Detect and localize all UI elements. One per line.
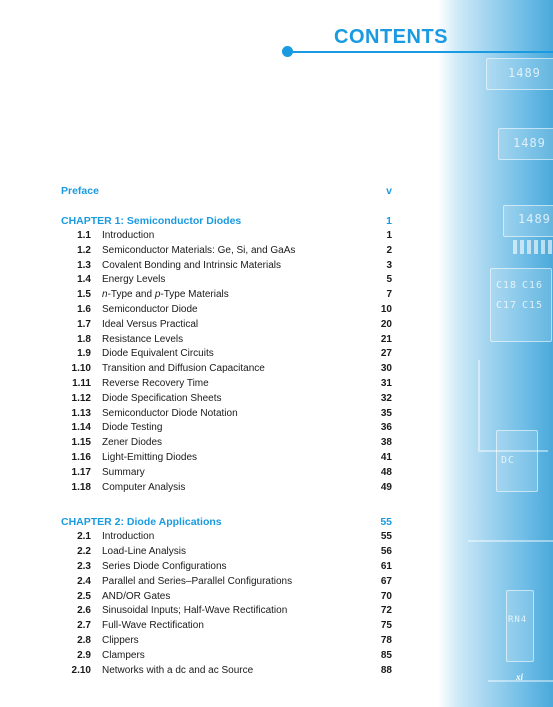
section-number: 1.12 <box>71 392 91 404</box>
toc-entry[interactable] <box>61 451 392 466</box>
section-title: Networks with a dc and ac Source <box>102 664 254 676</box>
section-number: 2.6 <box>77 605 91 617</box>
section-title: Transition and Diffusion Capacitance <box>102 363 265 375</box>
preface-page: v <box>386 185 392 197</box>
section-number: 1.5 <box>77 289 91 301</box>
section-number: 1.9 <box>77 348 91 360</box>
section-page: 38 <box>380 437 392 449</box>
section-title: Clippers <box>102 634 139 646</box>
section-number: 1.14 <box>71 422 91 434</box>
section-number: 2.7 <box>77 620 91 632</box>
toc-entry[interactable] <box>61 421 392 436</box>
toc-entry[interactable] <box>61 604 392 619</box>
section-number: 2.5 <box>77 590 91 602</box>
section-title: n-Type and p-Type Materials <box>102 289 229 301</box>
resistor-network-block <box>506 590 534 662</box>
section-page: 7 <box>386 289 392 301</box>
page-number: xi <box>516 672 524 682</box>
section-page: 88 <box>380 664 392 676</box>
section-number: 2.10 <box>71 664 91 676</box>
section-page: 21 <box>380 333 392 345</box>
toc-entry[interactable] <box>61 288 392 303</box>
chapter-heading[interactable] <box>61 214 392 229</box>
section-page: 27 <box>380 348 392 360</box>
chapter-heading[interactable] <box>61 515 392 530</box>
section-title: Summary <box>102 466 145 478</box>
section-number: 2.9 <box>77 649 91 661</box>
section-number: 2.2 <box>77 546 91 558</box>
section-page: 30 <box>380 363 392 375</box>
section-title: Diode Testing <box>102 422 163 434</box>
page-title: CONTENTS <box>334 26 448 48</box>
toc-entry[interactable] <box>61 259 392 274</box>
section-number: 1.15 <box>71 437 91 449</box>
chapter-title: CHAPTER 1: Semiconductor Diodes <box>61 215 242 227</box>
capacitor-label: C18 <box>496 280 518 291</box>
section-title: Semiconductor Materials: Ge, Si, and GaAs <box>102 244 296 256</box>
toc-entry[interactable] <box>61 377 392 392</box>
title-bullet <box>282 46 293 57</box>
resistor-label: RN4 <box>508 615 528 625</box>
toc-entry[interactable] <box>61 392 392 407</box>
chapter-page: 1 <box>386 215 392 227</box>
toc-entry[interactable] <box>61 229 392 244</box>
toc-entry[interactable] <box>61 590 392 605</box>
section-title: Parallel and Series–Parallel Configurations <box>102 575 293 587</box>
toc-entry[interactable] <box>61 407 392 422</box>
section-page: 31 <box>380 377 392 389</box>
section-number: 2.4 <box>77 575 91 587</box>
section-title: Semiconductor Diode <box>102 303 198 315</box>
toc-entry[interactable] <box>61 619 392 634</box>
section-page: 61 <box>380 560 392 572</box>
chip-label: DC <box>501 455 516 466</box>
section-title: Reverse Recovery Time <box>102 377 209 389</box>
section-number: 1.13 <box>71 407 91 419</box>
capacitor-label: C16 <box>522 280 544 291</box>
section-number: 2.1 <box>77 531 91 543</box>
section-number: 2.3 <box>77 560 91 572</box>
section-title: Covalent Bonding and Intrinsic Materials <box>102 259 281 271</box>
toc-entry[interactable] <box>61 436 392 451</box>
toc-entry[interactable] <box>61 362 392 377</box>
section-page: 35 <box>380 407 392 419</box>
toc-entry[interactable] <box>61 560 392 575</box>
section-number: 1.1 <box>77 230 91 241</box>
toc-entry[interactable] <box>61 634 392 649</box>
section-number: 1.18 <box>71 481 91 493</box>
section-number: 1.11 <box>72 377 91 389</box>
capacitor-label: C15 <box>522 300 544 311</box>
section-number: 1.17 <box>71 466 91 478</box>
section-page: 75 <box>380 620 392 632</box>
toc-entry[interactable] <box>61 481 392 496</box>
section-number: 1.16 <box>71 451 91 463</box>
section-title: Sinusoidal Inputs; Half-Wave Rectification <box>102 605 288 617</box>
toc-entry[interactable] <box>61 303 392 318</box>
trace <box>468 540 553 542</box>
toc-entry[interactable] <box>61 466 392 481</box>
section-page: 5 <box>386 274 392 286</box>
section-title: Load-Line Analysis <box>102 546 186 558</box>
preface-label: Preface <box>61 185 99 197</box>
section-title: Ideal Versus Practical <box>102 318 199 330</box>
section-page: 56 <box>380 546 392 558</box>
section-page: 49 <box>380 481 392 493</box>
section-page: 78 <box>380 634 392 646</box>
section-title: Semiconductor Diode Notation <box>102 407 238 419</box>
section-page: 20 <box>380 318 392 330</box>
section-page: 2 <box>386 244 392 256</box>
section-title: Resistance Levels <box>102 333 184 345</box>
section-title: Light-Emitting Diodes <box>102 451 198 463</box>
section-page: 36 <box>380 422 392 434</box>
section-page: 55 <box>380 531 392 543</box>
toc-entry[interactable] <box>61 318 392 333</box>
toc-entry[interactable] <box>61 347 392 362</box>
preface-entry[interactable] <box>61 184 392 199</box>
section-page: 10 <box>380 303 392 315</box>
chapter-title: CHAPTER 2: Diode Applications <box>61 516 222 529</box>
section-page: 41 <box>380 451 392 463</box>
toc-entry[interactable] <box>61 575 392 590</box>
section-title: Diode Equivalent Circuits <box>102 348 214 360</box>
chip-label: 1489 <box>513 136 546 150</box>
section-title: Zener Diodes <box>102 437 163 449</box>
section-number: 1.10 <box>71 363 91 375</box>
pin-row <box>513 240 553 254</box>
toc-entry[interactable] <box>61 273 392 288</box>
table-of-contents <box>61 184 392 678</box>
toc-entry[interactable] <box>61 664 392 679</box>
section-page: 85 <box>380 649 392 661</box>
section-number: 1.8 <box>77 333 91 345</box>
section-number: 1.4 <box>77 274 91 286</box>
toc-entry[interactable] <box>61 545 392 560</box>
section-title: AND/OR Gates <box>102 590 171 602</box>
section-title: Clampers <box>102 649 145 661</box>
section-page: 32 <box>380 392 392 404</box>
section-number: 1.7 <box>77 318 91 330</box>
chapter-page: 55 <box>380 516 392 529</box>
section-title: Introduction <box>102 531 155 543</box>
section-page: 3 <box>386 259 392 271</box>
toc-entry[interactable] <box>61 530 392 545</box>
section-page: 1 <box>386 230 392 241</box>
circuit-board-decoration <box>438 0 553 707</box>
title-rule <box>289 51 553 53</box>
section-title: Full-Wave Rectification <box>102 620 204 632</box>
section-page: 70 <box>380 590 392 602</box>
capacitor-label: C17 <box>496 300 518 311</box>
toc-entry[interactable] <box>61 244 392 259</box>
section-number: 1.6 <box>77 303 91 315</box>
section-page: 48 <box>380 466 392 478</box>
chip-label: 1489 <box>518 212 551 226</box>
trace <box>478 360 480 450</box>
section-number: 1.2 <box>77 244 91 256</box>
section-page: 67 <box>380 575 392 587</box>
chapter-list <box>61 214 392 678</box>
section-title: Series Diode Configurations <box>102 560 227 572</box>
section-title: Energy Levels <box>102 274 166 286</box>
section-number: 2.8 <box>77 634 91 646</box>
section-title: Computer Analysis <box>102 481 186 493</box>
section-number: 1.3 <box>77 259 91 271</box>
section-title: Diode Specification Sheets <box>102 392 222 404</box>
toc-entry[interactable] <box>61 649 392 664</box>
chip-label: 1489 <box>508 66 541 80</box>
toc-entry[interactable] <box>61 333 392 348</box>
section-title: Introduction <box>102 230 155 241</box>
section-page: 72 <box>380 605 392 617</box>
